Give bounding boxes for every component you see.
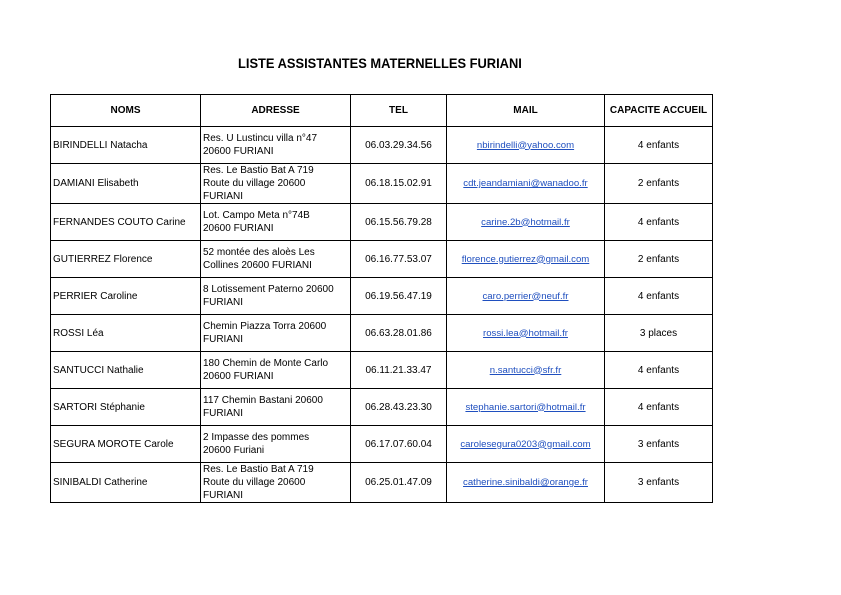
mail-link[interactable]: stephanie.sartori@hotmail.fr — [465, 401, 586, 413]
capacity-cell: 2 enfants — [605, 164, 713, 204]
address-line: FURIANI — [203, 334, 243, 345]
address-line: Res. Le Bastio Bat A 719 — [203, 165, 314, 176]
capacity-cell: 4 enfants — [605, 127, 713, 164]
capacity-cell: 4 enfants — [605, 389, 713, 426]
address-line: Route du village 20600 — [203, 477, 306, 488]
address-line: Res. U Lustincu villa n°47 — [203, 133, 318, 144]
tel-cell: 06.19.56.47.19 — [351, 278, 447, 315]
mail-cell — [447, 164, 605, 204]
capacity-cell: 4 enfants — [605, 352, 713, 389]
mail-link[interactable]: carine.2b@hotmail.fr — [481, 216, 570, 228]
mail-cell — [447, 204, 605, 241]
table-row — [51, 204, 713, 241]
capacity-cell: 4 enfants — [605, 204, 713, 241]
table-row — [51, 426, 713, 463]
mail-link[interactable]: caro.perrier@neuf.fr — [482, 290, 569, 302]
mail-cell — [447, 426, 605, 463]
mail-cell — [447, 463, 605, 503]
address-line: 20600 FURIANI — [203, 223, 274, 234]
address-line: Chemin Piazza Torra 20600 — [203, 321, 327, 332]
header-row — [51, 95, 713, 127]
name-cell: SARTORI Stéphanie — [51, 389, 201, 426]
name-cell: PERRIER Caroline — [51, 278, 201, 315]
table-row — [51, 389, 713, 426]
mail-link[interactable]: n.santucci@sfr.fr — [489, 364, 562, 376]
address-line: 52 montée des aloès Les — [203, 247, 315, 258]
mail-link[interactable]: catherine.sinibaldi@orange.fr — [463, 477, 588, 488]
table-row — [51, 463, 713, 503]
name-cell: ROSSI Léa — [51, 315, 201, 352]
address-line: FURIANI — [203, 490, 243, 501]
mail-cell — [447, 278, 605, 315]
mail-link[interactable]: cdt.jeandamiani@wanadoo.fr — [463, 178, 588, 189]
tel-cell: 06.11.21.33.47 — [351, 352, 447, 389]
assistants-table — [50, 94, 713, 503]
address-line: 2 Impasse des pommes — [203, 432, 310, 443]
capacity-cell: 3 places — [605, 315, 713, 352]
name-cell: DAMIANI Elisabeth — [51, 164, 201, 204]
mail-link[interactable]: florence.gutierrez@gmail.com — [461, 253, 590, 265]
table-row — [51, 315, 713, 352]
tel-cell: 06.17.07.60.04 — [351, 426, 447, 463]
mail-cell — [447, 352, 605, 389]
table-row — [51, 241, 713, 278]
table-row — [51, 164, 713, 204]
address-line: 180 Chemin de Monte Carlo — [203, 358, 329, 369]
table-row — [51, 278, 713, 315]
mail-link[interactable]: nbirindelli@yahoo.com — [476, 139, 575, 151]
address-line: Route du village 20600 — [203, 178, 306, 189]
name-cell: GUTIERREZ Florence — [51, 241, 201, 278]
capacity-cell: 4 enfants — [605, 278, 713, 315]
tel-cell: 06.16.77.53.07 — [351, 241, 447, 278]
address-line: Res. Le Bastio Bat A 719 — [203, 464, 314, 475]
header-tel: TEL — [351, 95, 447, 127]
name-cell: BIRINDELLI Natacha — [51, 127, 201, 164]
header-adresse: ADRESSE — [201, 95, 351, 127]
address-cell — [201, 352, 351, 389]
address-line: FURIANI — [203, 191, 243, 202]
address-cell — [201, 204, 351, 241]
capacity-cell: 3 enfants — [605, 426, 713, 463]
address-cell — [201, 127, 351, 164]
header-noms: NOMS — [51, 95, 201, 127]
address-cell — [201, 315, 351, 352]
name-cell: FERNANDES COUTO Carine — [51, 204, 201, 241]
name-cell: SINIBALDI Catherine — [51, 463, 201, 503]
tel-cell: 06.18.15.02.91 — [351, 164, 447, 204]
table-row — [51, 352, 713, 389]
document-title: LISTE ASSISTANTES MATERNELLES FURIANI — [238, 55, 522, 71]
address-line: Collines 20600 FURIANI — [203, 260, 312, 271]
address-line: 117 Chemin Bastani 20600 — [203, 395, 323, 406]
mail-cell — [447, 127, 605, 164]
address-cell — [201, 389, 351, 426]
name-cell: SANTUCCI Nathalie — [51, 352, 201, 389]
capacity-cell: 3 enfants — [605, 463, 713, 503]
header-capacite: CAPACITE ACCUEIL — [605, 95, 713, 127]
mail-link[interactable]: rossi.lea@hotmail.fr — [483, 327, 568, 339]
address-line: 20600 Furiani — [203, 445, 265, 456]
address-cell — [201, 241, 351, 278]
tel-cell: 06.03.29.34.56 — [351, 127, 447, 164]
tel-cell: 06.25.01.47.09 — [351, 463, 447, 503]
mail-cell — [447, 389, 605, 426]
mail-link[interactable]: carolesegura0203@gmail.com — [460, 438, 591, 450]
capacity-cell: 2 enfants — [605, 241, 713, 278]
address-cell — [201, 426, 351, 463]
name-cell: SEGURA MOROTE Carole — [51, 426, 201, 463]
address-line: Lot. Campo Meta n°74B — [203, 210, 310, 221]
tel-cell: 06.28.43.23.30 — [351, 389, 447, 426]
address-line: 20600 FURIANI — [203, 146, 274, 157]
mail-cell — [447, 315, 605, 352]
address-cell — [201, 463, 351, 503]
table-row — [51, 127, 713, 164]
tel-cell: 06.15.56.79.28 — [351, 204, 447, 241]
address-line: 20600 FURIANI — [203, 371, 274, 382]
header-mail: MAIL — [447, 95, 605, 127]
mail-cell — [447, 241, 605, 278]
address-line: FURIANI — [203, 408, 243, 419]
address-line: 8 Lotissement Paterno 20600 — [203, 284, 334, 295]
address-cell — [201, 164, 351, 204]
address-cell — [201, 278, 351, 315]
address-line: FURIANI — [203, 297, 243, 308]
tel-cell: 06.63.28.01.86 — [351, 315, 447, 352]
